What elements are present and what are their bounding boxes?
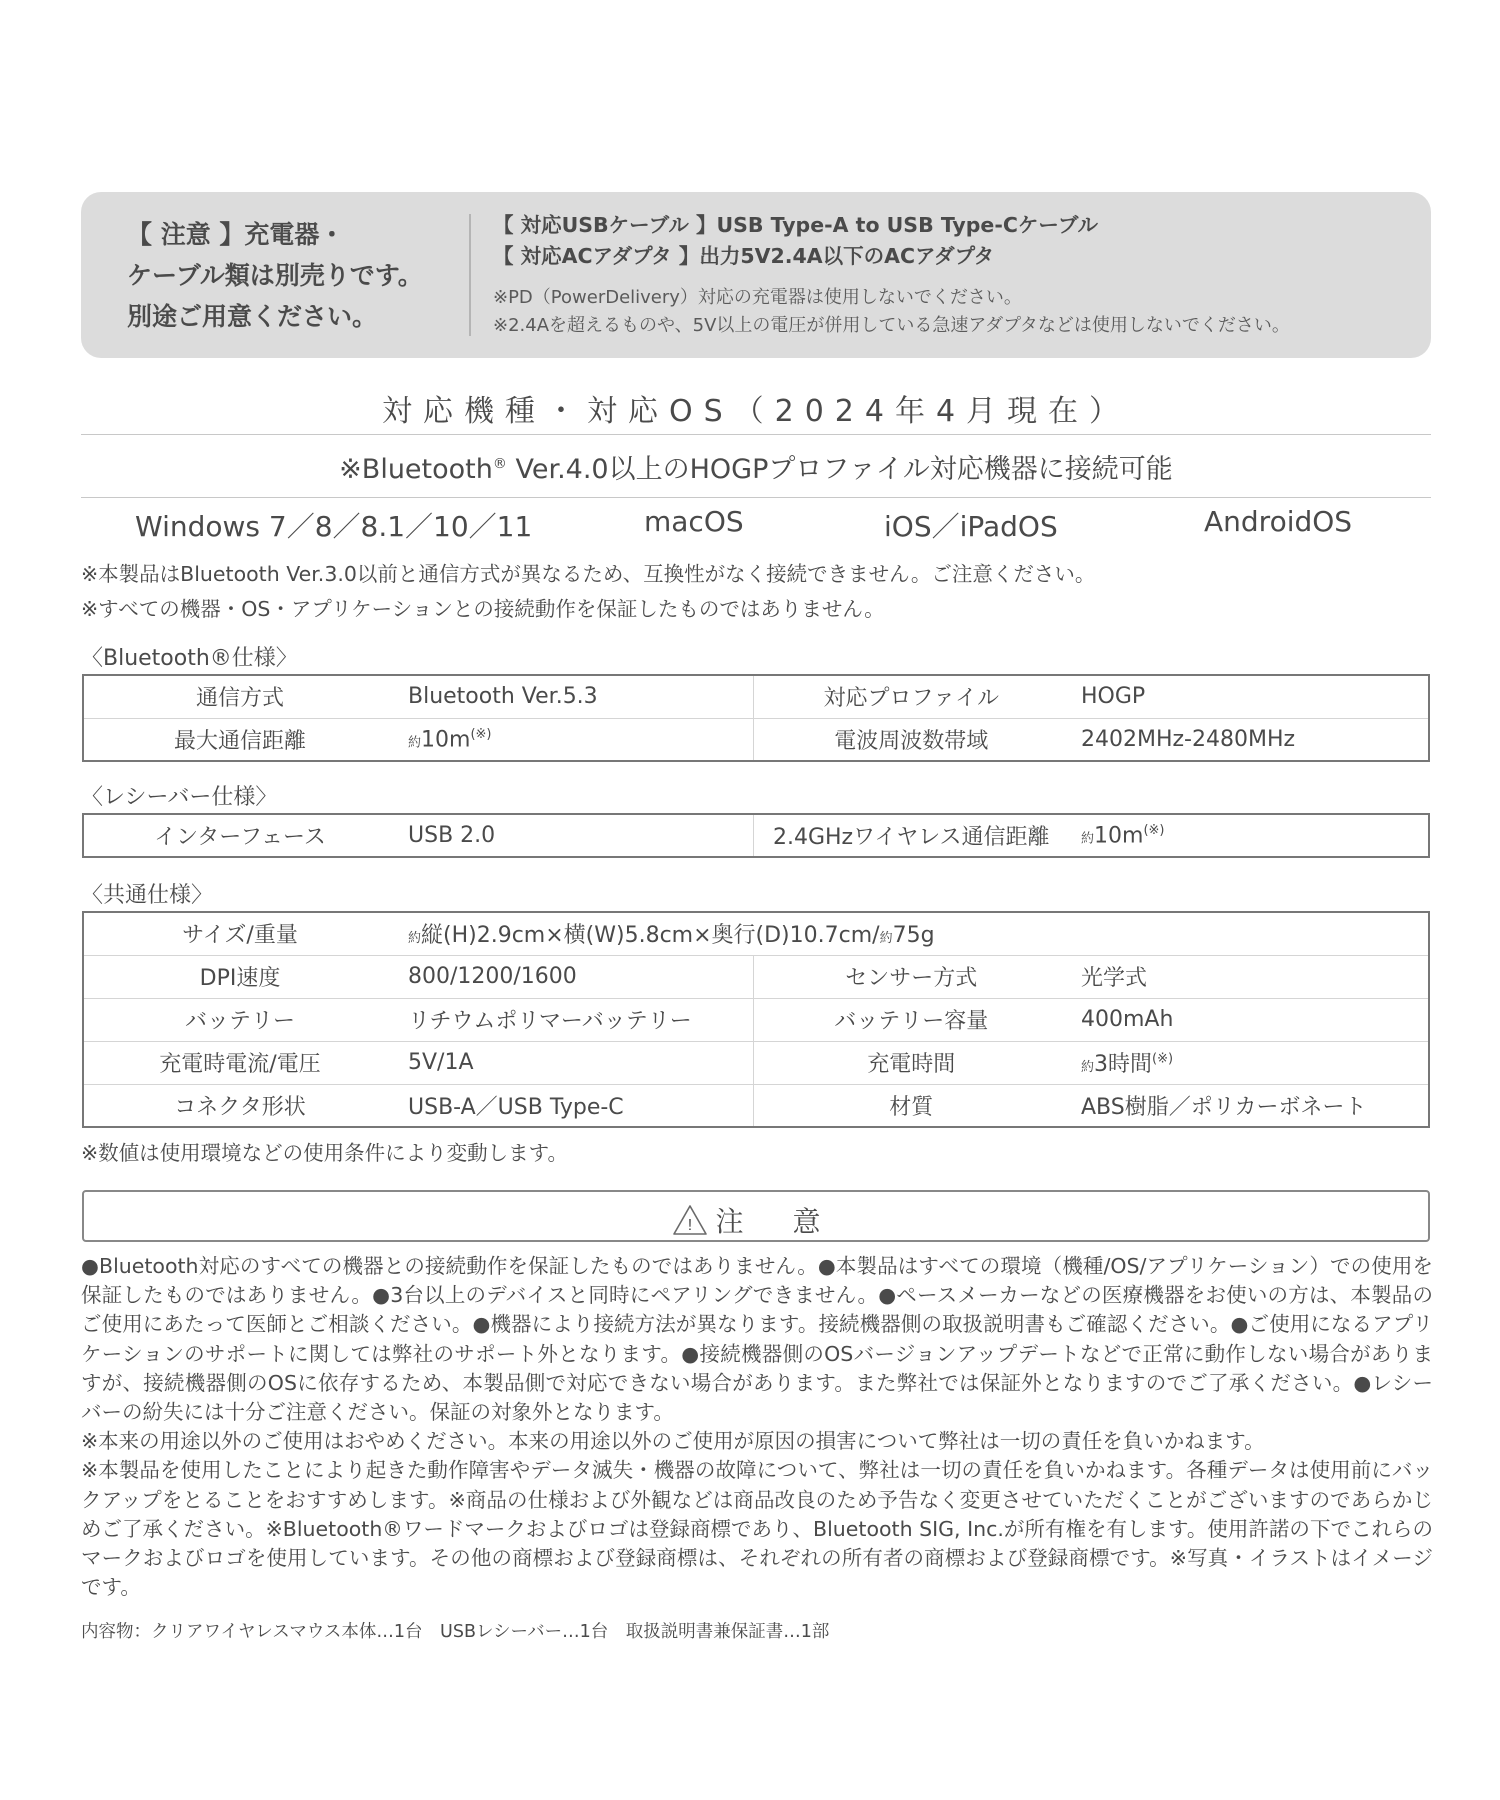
approx-mark: 約 [1081, 1060, 1095, 1075]
receiver-spec-table [82, 813, 1430, 858]
os-macos: macOS [644, 505, 744, 538]
os-ios: iOS／iPadOS [884, 510, 1058, 543]
notice-left-line: 別途ご用意ください。 [127, 302, 378, 331]
notice-banner [81, 192, 1431, 358]
approx-mark: 約 [408, 931, 422, 947]
spec-value: 5V/1A [396, 1041, 753, 1084]
spec-value: 800/1200/1600 [396, 955, 753, 998]
approx-mark: 約 [408, 734, 422, 750]
range-value: 10m [421, 726, 471, 752]
bluetooth-spec-title: 〈Bluetooth®仕様〉 [81, 646, 298, 671]
spec-value: リチウムポリマーバッテリー [396, 998, 753, 1041]
spec-value: 2402MHz-2480MHz [1081, 726, 1296, 752]
spec-value: 光学式 [1069, 955, 1429, 998]
spec-label: 充電時電流/電圧 [83, 1041, 396, 1084]
range-value: 10m [1094, 823, 1144, 849]
caution-title: 注 意 [715, 1205, 841, 1238]
size-value: 縦(H)2.9cm×横(W)5.8cm×奥行(D)10.7cm/ [421, 923, 880, 949]
spec-label: インターフェース [154, 825, 326, 850]
table-row [83, 1041, 1429, 1084]
spec-label: 材質 [753, 1084, 1069, 1127]
bt-suffix: Ver.4.0以上のHOGPプロファイル対応機器に接続可能 [506, 454, 1173, 485]
cable-requirement: 【 対応USBケーブル 】USB Type-A to USB Type-Cケーブル [493, 213, 1099, 237]
registered-mark: ® [492, 456, 507, 472]
svg-text:!: ! [687, 1216, 692, 1234]
fast-adapter-note: ※2.4Aを超えるものや、5V以上の電圧が併用している急速アダプタなどは使用しないでください。 [493, 315, 1290, 336]
compat-note: ※すべての機器・OS・アプリケーションとの接続動作を保証したものではありません。 [81, 597, 885, 621]
notice-warning-text [127, 214, 507, 337]
notice-left-line: ケーブル類は別売りです。 [127, 261, 423, 290]
spec-label: センサー方式 [753, 955, 1069, 998]
compat-note: ※本製品はBluetooth Ver.3.0以前と通信方式が異なるため、互換性がなく接続できません。ご注意ください。 [81, 562, 1096, 586]
footnote-mark: (※) [1143, 822, 1165, 838]
table-row [83, 998, 1429, 1041]
spec-value [396, 718, 753, 761]
spec-value [1069, 814, 1429, 857]
receiver-spec-title: 〈レシーバー仕様〉 [81, 785, 278, 810]
package-contents: 内容物：クリアワイヤレスマウス本体…1台 USBレシーバー…1台 取扱説明書兼保証書…1部 [81, 1622, 830, 1642]
spec-label: DPI速度 [83, 955, 396, 998]
table-row [83, 718, 1429, 761]
bt-prefix: ※Bluetooth [339, 454, 493, 485]
warning-icon [672, 1204, 708, 1243]
spec-label: コネクタ形状 [174, 1094, 306, 1120]
footnote-mark: (※) [1152, 1051, 1174, 1067]
spec-value: USB 2.0 [408, 823, 496, 848]
caution-paragraph: ※本製品を使用したことにより起きた動作障害やデータ滅失・機器の故障について、弊社は一切の責任を負いかねます。各種データは使用前にバックアップをとることをおすすめします。※商品の仕様および外観などは商品改良のため予告なく変更させていただくことがございますのであらかじめご了承ください。※Bluetooth®ワードマークおよびロゴは登録商標であり、Bluetooth SIG, Inc.が所有権を有します。使用許諾の下でこれらのマークおよびロゴを使用しています。その他の商標および登録商標は、それぞれの所有者の商標および登録商標です。※写真・イラストはイメージです。 [81, 1458, 1433, 1600]
spec-value [1069, 1041, 1429, 1084]
common-spec-title: 〈共通仕様〉 [81, 883, 214, 908]
approx-mark: 約 [1081, 831, 1095, 847]
spec-value [396, 912, 1429, 955]
spec-value: Bluetooth Ver.5.3 [396, 675, 753, 718]
os-android: AndroidOS [1204, 505, 1353, 538]
notice-divider [469, 214, 471, 336]
weight-value: 75g [892, 923, 935, 949]
notice-requirements [493, 210, 1413, 340]
spec-label: 電波周波数帯域 [753, 718, 1069, 761]
adapter-requirement: 【 対応ACアダプタ 】出力5V2.4A以下のACアダプタ [493, 244, 995, 268]
spec-label: 2.4GHzワイヤレス通信距離 [753, 814, 1069, 857]
divider [81, 497, 1431, 498]
spec-label: 充電時間 [753, 1041, 1069, 1084]
spec-value: ABS樹脂／ポリカーボネート [1081, 1094, 1367, 1120]
spec-label: 対応プロファイル [753, 675, 1069, 718]
bluetooth-spec-table [82, 674, 1430, 762]
footnote-mark: (※) [470, 726, 492, 742]
caution-body [81, 1252, 1433, 1602]
table-row [83, 1084, 1429, 1127]
spec-label: バッテリー [83, 998, 396, 1041]
spec-label: 最大通信距離 [173, 728, 306, 754]
approx-mark: 約 [879, 931, 893, 947]
spec-value: HOGP [1069, 675, 1429, 718]
pd-note: ※PD（PowerDelivery）対応の充電器は使用しないでください。 [493, 287, 1022, 308]
spec-value: USB-A／USB Type-C [408, 1094, 624, 1120]
charge-time-value: 3時間 [1094, 1052, 1153, 1077]
table-row [83, 814, 1429, 857]
spec-label: サイズ/重量 [83, 912, 396, 955]
notice-left-line: 【 注意 】充電器・ [127, 220, 345, 249]
compat-title: 対応機種・対応OS（2024年4月現在） [381, 394, 1131, 429]
spec-value: 400mAh [1069, 998, 1429, 1041]
caution-paragraph: ※本来の用途以外のご使用はおやめください。本来の用途以外のご使用が原因の損害について弊社は一切の責任を負いかねます。 [81, 1429, 1265, 1454]
table-row [83, 955, 1429, 998]
spec-label: 通信方式 [83, 675, 396, 718]
bluetooth-requirement [81, 447, 1431, 486]
table-row [83, 912, 1429, 955]
spec-label: バッテリー容量 [753, 998, 1069, 1041]
common-spec-table [82, 911, 1430, 1128]
divider [81, 434, 1431, 435]
table-row [83, 675, 1429, 718]
caution-paragraph: ●Bluetooth対応のすべての機器との接続動作を保証したものではありません。●本製品はすべての環境（機種/OS/アプリケーション）での使用を保証したものではありません。●3台以上のデバイスと同時にペアリングできません。●ペースメーカーなどの医療機器をお使いの方は、本製品のご使用にあたって医師とご相談ください。●機器により接続方法が異なります。接続機器側の取扱説明書もご確認ください。●ご使用になるアプリケーションのサポートに関しては弊社のサポート外となります。●接続機器側のOSバージョンアップデートなどで正常に動作しない場合がありますが、接続機器側のOSに依存するため、本製品側で対応できない場合があります。また弊社では保証外となりますのでご了承ください。●レシーバーの紛失には十分ご注意ください。保証の対象外となります。 [81, 1254, 1433, 1425]
spec-variance-note: ※数値は使用環境などの使用条件により変動します。 [81, 1141, 569, 1165]
caution-header [82, 1190, 1430, 1242]
os-windows: Windows 7／8／8.1／10／11 [135, 510, 533, 543]
